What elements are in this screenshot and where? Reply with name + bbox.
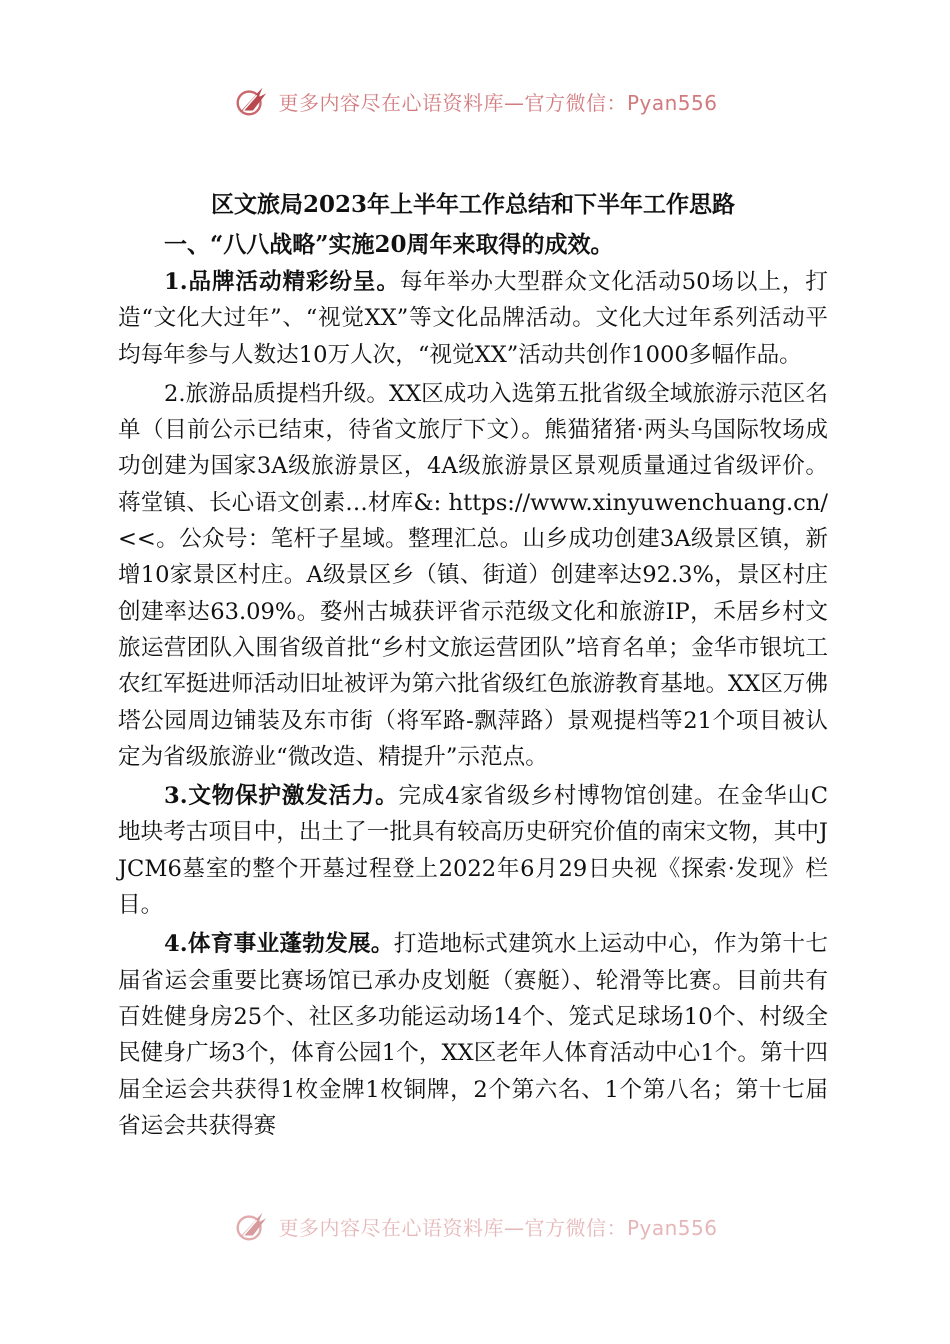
- watermark-text: 更多内容尽在心语资料库—官方微信：Pyan556: [278, 90, 718, 115]
- quill-logo-icon: [232, 82, 270, 120]
- paragraph-body: 每年举办大型群众文化活动50场以上，打造“文化大过年”、“视觉XX”等文化品牌活动。文化大过年系列活动平均每年参与人数达10万人次，“视觉XX”活动共创作1000多幅作品。: [118, 269, 828, 368]
- document-body: [118, 186, 828, 1147]
- watermark-text: 更多内容尽在心语资料库—官方微信：Pyan556: [278, 1215, 718, 1240]
- paragraph-heading: 1.品牌活动精彩纷呈。: [164, 269, 400, 295]
- paragraph-heading: 3.文物保护激发活力。: [164, 783, 399, 810]
- paragraph-body: 2.旅游品质提档升级。XX区成功入选第五批省级全域旅游示范区名单（目前公示已结束，待省文旅厅下文）。熊猫猪猪·两头乌国际牧场成功创建为国家3A级旅游景区，4A级旅游景区景观质量通过省级评价。蒋堂镇、长心语文创素…材库&: https://www.xinyuwenchuang.cn/<<。公众号：笔杆子星域。整理汇总。山乡成功创建3A级景区镇，新增10家景区村庄。A级景区乡（镇、街道）创建率达92.3%，景区村庄创建率达63.09%。婺州古城获评省示范级文化和旅游IP，禾居乡村文旅运营团队入围省级首批“乡村文旅运营团队”培育名单；金华市银坑工农红军挺进师活动旧址被评为第六批省级红色旅游教育基地。XX区万佛塔公园周边铺装及东市街（将军路-飘萍路）景观提档等21个项目被认定为省级旅游业“微改造、精提升”示范点。: [118, 380, 828, 770]
- paragraph: [118, 778, 828, 923]
- watermark-header: [0, 82, 950, 120]
- paragraph-body: 打造地标式建筑水上运动中心，作为第十七届省运会重要比赛场馆已承办皮划艇（赛艇）、轮滑等比赛。目前共有百姓健身房25个、社区多功能运动场14个、笼式足球场10个、村级全民健身广场3个，体育公园1个，XX区老年人体育活动中心1个。第十四届全运会共获得1枚金牌1枚铜牌，2个第六名、1个第八名；第十七届省运会共获得赛: [118, 931, 829, 1139]
- paragraph-body: 完成4家省级乡村博物馆创建。在金华山C地块考古项目中，出土了一批具有较高历史研究价值的南宋文物，其中JJCM6墓室的整个开墓过程登上2022年6月29日央视《探索·发现》栏目。: [118, 783, 828, 919]
- document-title: 区文旅局2023年上半年工作总结和下半年工作思路: [210, 191, 735, 218]
- paragraph: [118, 264, 828, 373]
- section-heading: 一、“八八战略”实施20周年来取得的成效。: [164, 231, 614, 258]
- paragraph: [118, 926, 828, 1144]
- watermark-footer: [0, 1207, 950, 1245]
- paragraph-heading: 4.体育事业蓬勃发展。: [164, 931, 394, 958]
- quill-logo-icon: [232, 1207, 270, 1245]
- paragraph: [118, 376, 828, 775]
